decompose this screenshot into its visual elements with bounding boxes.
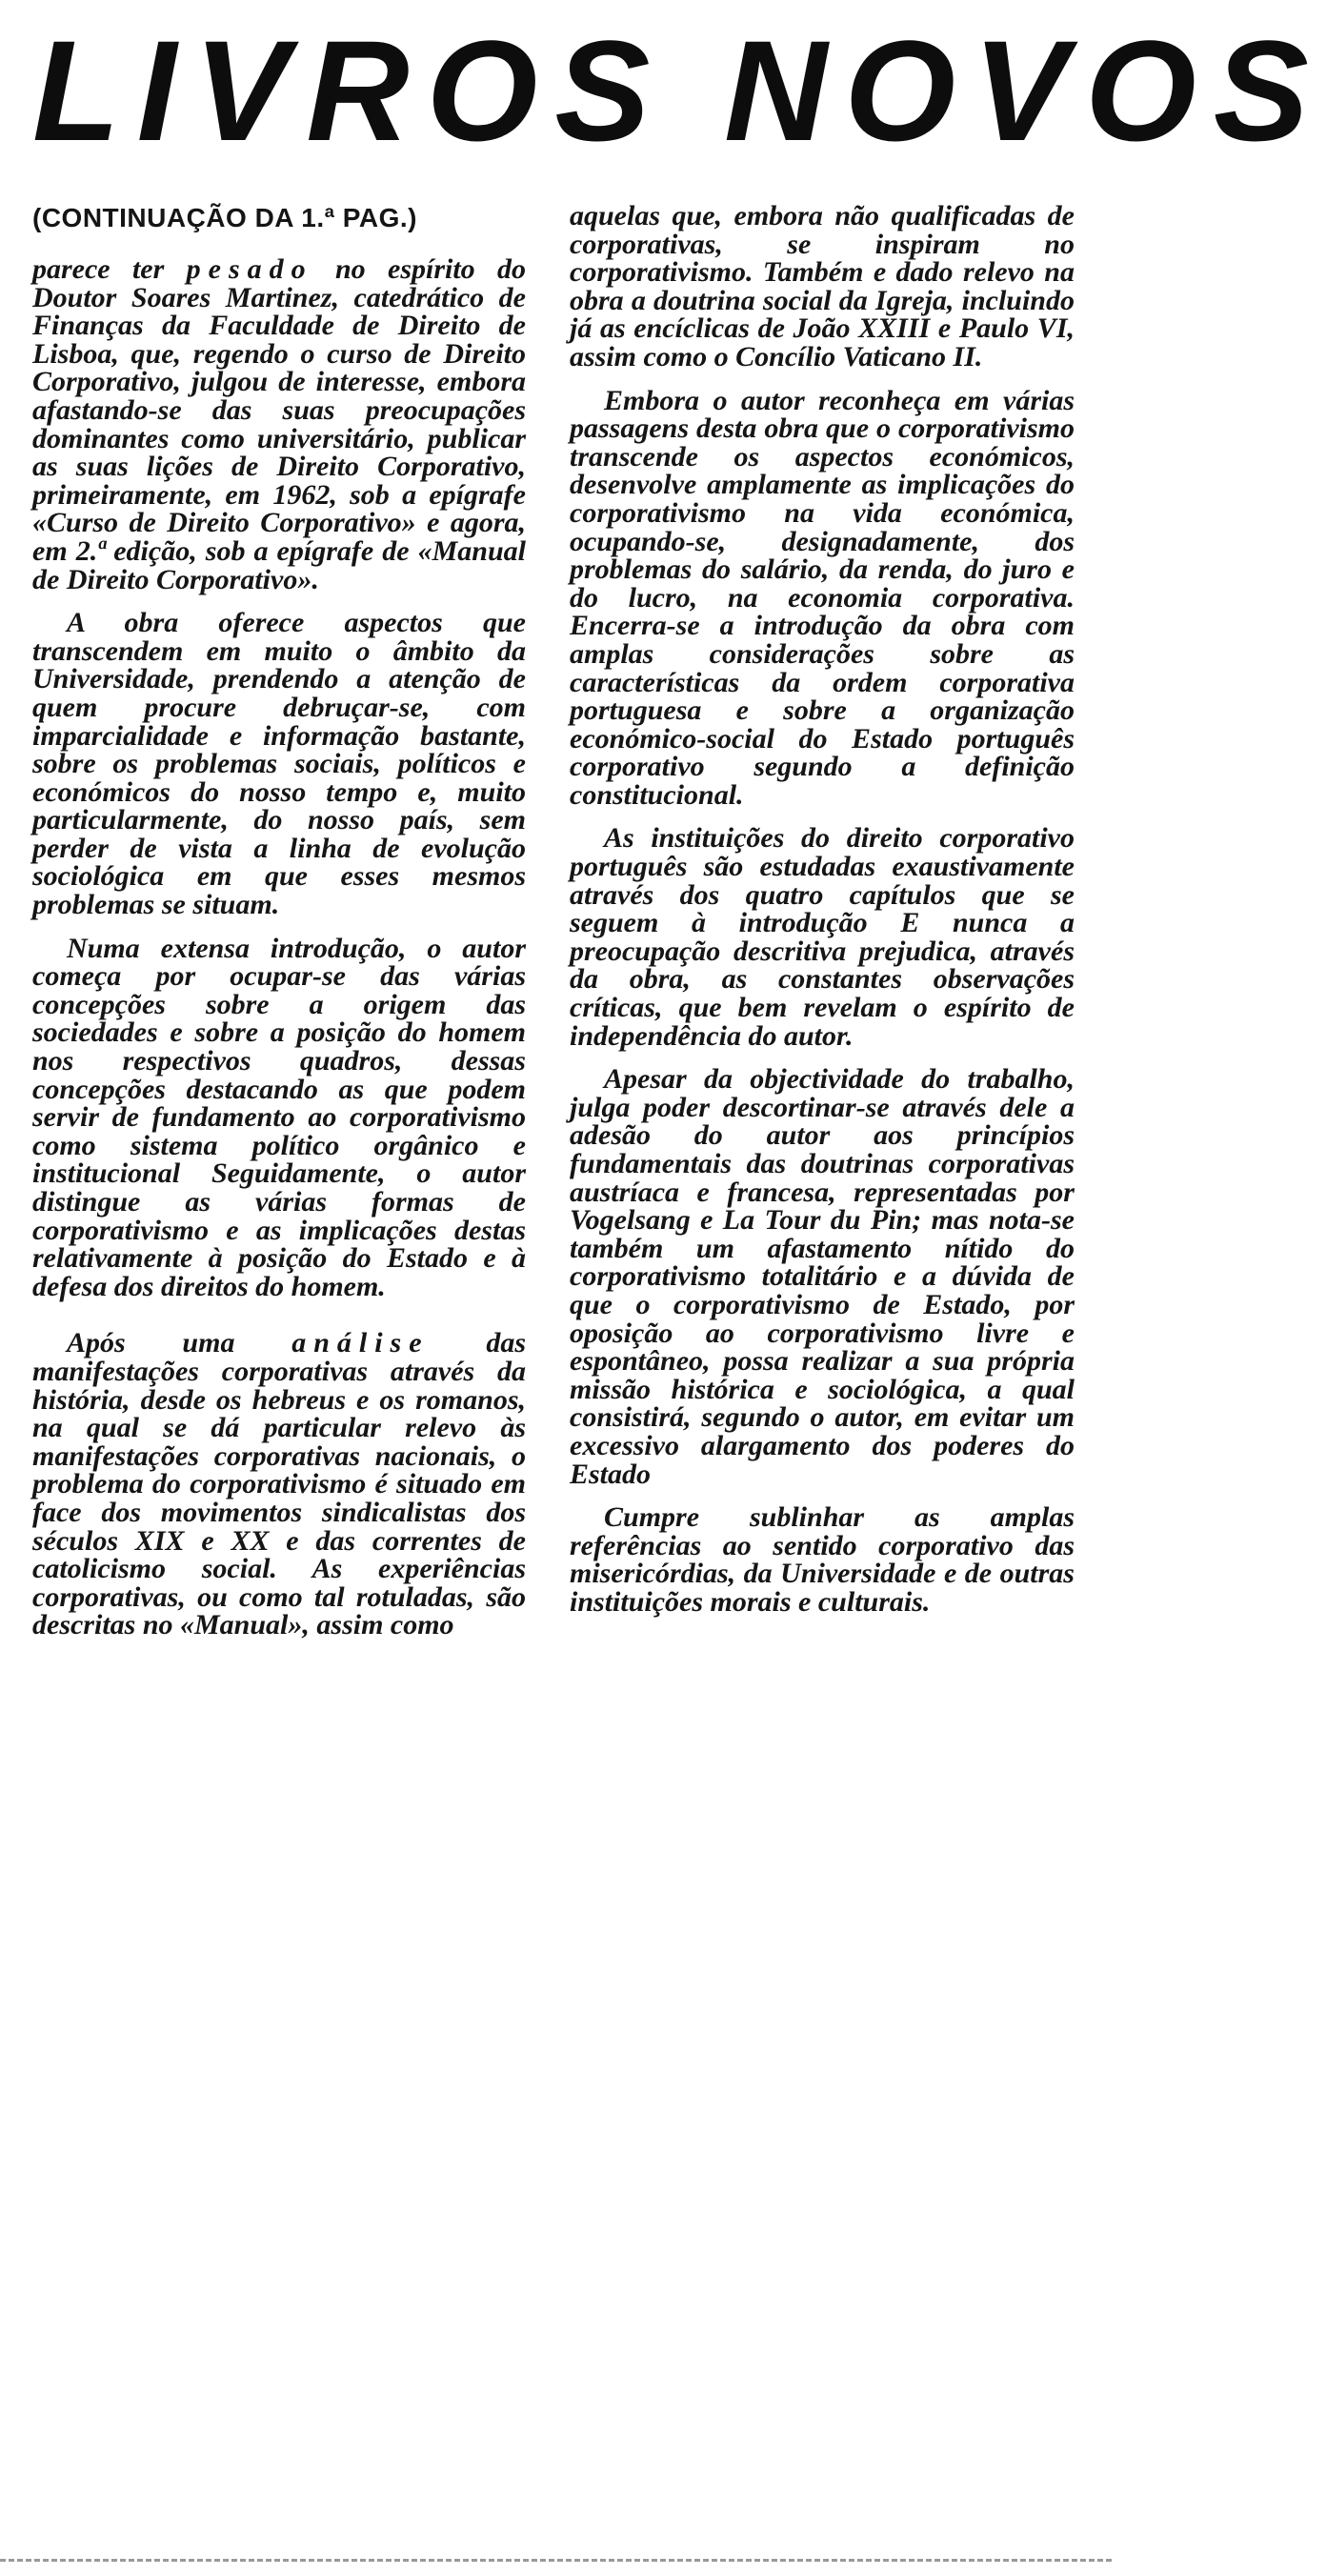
paragraph-4-lead: Após uma <box>67 1327 235 1359</box>
page-title: LIVROS NOVOS <box>32 10 1326 171</box>
continuation-note: (CONTINUAÇÃO DA 1.ª PAG.) <box>32 203 417 232</box>
paragraph-7: As instituições do direito corporativo português são estudadas exaustivamente através dos quatro capítulos que se seguem à introdução E nunca a preocupação descritiva prejudica, através da obra, as constantes observações críticas, que bem revelam o espírito de independência do autor. <box>570 822 1075 1052</box>
paragraph-9: Cumpre sublinhar as amplas referências ao sentido corporativo das misericórdias, da Universidade e de outras instituições morais e culturais. <box>570 1501 1075 1618</box>
paragraph-4-rest: das manifestações corporativas através da história, desde os hebreus e os romanos, na qual se dá particular relevo às manifestações corporativas nacionais, o problema do corporativismo é situado em face dos movimentos sindicalistas dos séculos XIX e XX e das correntes de catolicismo social. As experiências corporativas, ou como tal rotuladas, são descritas no «Manual», assim como <box>32 1327 526 1641</box>
paragraph-8: Apesar da objectividade do trabalho, julga poder descortinar-se através dele a adesão do autor aos princípios fundamentais das doutrinas corporativas austríaca e francesa, representadas por Vogelsang e La Tour du Pin; mas nota-se também um afastamento nítido do corporativismo totalitário e a dúvida de que o corporativismo de Estado, por oposição ao corporativismo livre e espontâneo, possa realizar a sua própria missão histórica e sociológica, a qual consistirá, segundo o autor, em evitar um excessivo alargamento dos poderes do Estado <box>570 1063 1075 1490</box>
paragraph-1-spaced-word: pesado <box>186 253 313 285</box>
paragraph-1 <box>32 255 526 594</box>
paragraph-4 <box>32 1329 526 1640</box>
paragraph-5: aquelas que, embora não qualificadas de corporativas, se inspiram no corporativismo. Também e dado relevo na obra a doutrina social da Igreja, incluindo já as encíclicas de João XXIII e Paulo VI, assim como o Concílio Vaticano II. <box>570 200 1075 372</box>
paragraph-6: Embora o autor reconheça em várias passagens desta obra que o corporativismo transcende os aspectos económicos, desenvolve amplamente as implicações do corporativismo na vida económica, ocupando-se, designadamente, dos problemas do salário, da renda, do juro e do lucro, na economia corporativa. Encerra-se a introdução da obra com amplas considerações sobre as características da ordem corporativa portuguesa e sobre a organização económico-social do Estado português corporativo segundo a definição constitucional. <box>570 384 1075 811</box>
paragraph-1-lead: parece ter <box>32 253 165 285</box>
article-column-left <box>32 202 526 1640</box>
bottom-divider <box>0 2559 1113 2562</box>
paragraph-4-spaced-word: análise <box>291 1327 430 1359</box>
paragraph-2: A obra oferece aspectos que transcendem em muito o âmbito da Universidade, prendendo a atenção de quem procure debruçar-se, com imparcialidade e informação bastante, sobre os problemas sociais, políticos e económicos do nosso tempo e, muito particularmente, do nosso país, sem perder de vista a linha de evolução sociológica em que esses mesmos problemas se situam. <box>32 607 526 921</box>
article-column-right <box>570 202 1075 1617</box>
paragraph-3: Numa extensa introdução, o autor começa por ocupar-se das várias concepções sobre a origem das sociedades e sobre a posição do homem nos respectivos quadros, dessas concepções destacando as que podem servir de fundamento ao corporativismo como sistema político orgânico e institucional Seguidamente, o autor distingue as várias formas de corporativismo e as implicações destas relativamente à posição do Estado e à defesa dos direitos do homem. <box>32 932 526 1302</box>
paragraph-1-rest: no espírito do Doutor Soares Martinez, catedrático de Finanças da Faculdade de Direito de Lisboa, que, regendo o curso de Direito Corporativo, julgou de interesse, embora afastando-se das suas preocupações dominantes como universitário, publicar as suas lições de Direito Corporativo, primeiramente, em 1962, sob a epígrafe «Curso de Direito Corporativo» e agora, em 2.ª edição, sob a epígrafe de «Manual de Direito Corporativo». <box>32 253 527 595</box>
